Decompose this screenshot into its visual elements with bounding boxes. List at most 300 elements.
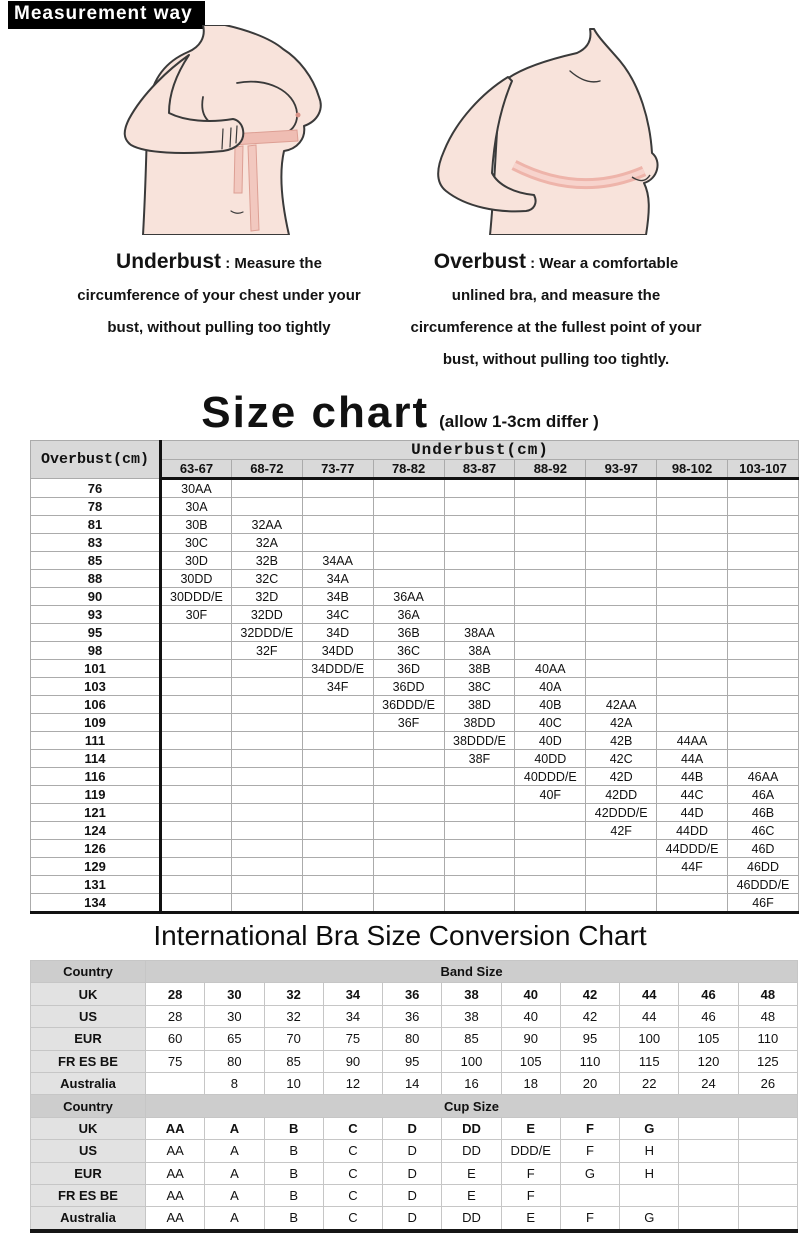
conversion-size-cell: 100 — [620, 1028, 679, 1050]
conversion-size-cell: A — [205, 1162, 264, 1184]
conversion-size-cell: 42 — [560, 983, 619, 1005]
conversion-row — [31, 983, 798, 1005]
conversion-size-cell: B — [264, 1184, 323, 1206]
conversion-size-cell: 30 — [205, 1005, 264, 1027]
underbust-line1: Measure the — [234, 255, 322, 272]
conversion-size-cell: 48 — [738, 1005, 797, 1027]
underbust-group-header: Underbust(cm) — [161, 441, 799, 460]
conversion-size-cell: B — [264, 1207, 323, 1231]
conversion-size-cell: E — [501, 1207, 560, 1231]
bra-size-cell — [728, 660, 799, 678]
bra-size-cell — [444, 552, 515, 570]
bra-size-cell: 42B — [586, 732, 657, 750]
bra-size-cell — [728, 624, 799, 642]
bra-size-cell — [231, 696, 302, 714]
conversion-chart-title: International Bra Size Conversion Chart — [153, 920, 647, 951]
bra-size-cell — [161, 732, 232, 750]
bra-size-cell — [161, 876, 232, 894]
conversion-size-cell: H — [620, 1162, 679, 1184]
conversion-size-cell: AA — [146, 1117, 205, 1139]
bra-size-cell — [728, 732, 799, 750]
conversion-size-cell: DDD/E — [501, 1140, 560, 1162]
bra-size-cell — [515, 894, 586, 913]
conversion-row — [31, 1050, 798, 1072]
underbust-range-header: 83-87 — [444, 460, 515, 479]
conversion-size-cell: 90 — [501, 1028, 560, 1050]
bra-size-cell — [373, 750, 444, 768]
bra-size-cell — [161, 804, 232, 822]
underbust-range-header: 93-97 — [586, 460, 657, 479]
conversion-size-cell: 90 — [323, 1050, 382, 1072]
bra-size-cell — [586, 858, 657, 876]
bra-size-cell: 44C — [657, 786, 728, 804]
bra-size-cell — [728, 714, 799, 732]
bra-size-cell — [728, 498, 799, 516]
overbust-value: 101 — [31, 660, 161, 678]
bra-size-cell — [586, 570, 657, 588]
bra-size-cell — [657, 876, 728, 894]
bra-size-cell — [657, 642, 728, 660]
overbust-value: 85 — [31, 552, 161, 570]
overbust-value: 88 — [31, 570, 161, 588]
bra-size-cell — [373, 498, 444, 516]
bra-size-cell: 30AA — [161, 479, 232, 498]
conversion-size-cell: 105 — [501, 1050, 560, 1072]
bra-size-cell — [586, 606, 657, 624]
conversion-size-cell: 18 — [501, 1072, 560, 1094]
conversion-size-cell: 34 — [323, 983, 382, 1005]
bra-size-cell: 38A — [444, 642, 515, 660]
bra-size-cell — [302, 768, 373, 786]
conversion-size-cell: 36 — [383, 1005, 442, 1027]
bra-size-cell — [302, 876, 373, 894]
bra-size-cell — [657, 894, 728, 913]
conversion-size-cell: 95 — [560, 1028, 619, 1050]
bra-size-cell — [161, 624, 232, 642]
overbust-value: 119 — [31, 786, 161, 804]
bra-size-cell: 46C — [728, 822, 799, 840]
country-name: Australia — [31, 1072, 146, 1094]
bra-size-cell — [161, 750, 232, 768]
bra-size-cell: 38D — [444, 696, 515, 714]
size-chart-title-text: Size chart — [201, 388, 430, 437]
bra-size-cell — [586, 678, 657, 696]
bra-size-cell — [161, 714, 232, 732]
overbust-value: 129 — [31, 858, 161, 876]
bra-size-cell — [586, 534, 657, 552]
bra-size-cell — [231, 498, 302, 516]
conversion-size-cell: D — [383, 1162, 442, 1184]
conversion-size-cell: A — [205, 1184, 264, 1206]
conversion-row — [31, 1184, 798, 1206]
bra-size-cell — [373, 822, 444, 840]
bra-size-cell — [728, 516, 799, 534]
conversion-size-cell: G — [620, 1207, 679, 1231]
bra-size-cell — [728, 678, 799, 696]
conversion-size-cell: 46 — [679, 1005, 738, 1027]
overbust-value: 131 — [31, 876, 161, 894]
overbust-value: 93 — [31, 606, 161, 624]
country-name: EUR — [31, 1162, 146, 1184]
bra-size-cell — [515, 624, 586, 642]
bra-size-cell — [515, 822, 586, 840]
bra-size-cell — [515, 876, 586, 894]
bra-size-cell: 34DDD/E — [302, 660, 373, 678]
bra-size-cell — [586, 479, 657, 498]
overbust-corner-header: Overbust(cm) — [31, 441, 161, 479]
bra-size-cell — [444, 498, 515, 516]
bra-size-cell — [657, 516, 728, 534]
conversion-size-cell: D — [383, 1140, 442, 1162]
size-chart-tolerance-note: (allow 1-3cm differ ) — [439, 412, 599, 431]
section-title-header: Band Size — [146, 961, 798, 983]
bra-size-cell — [728, 534, 799, 552]
bra-size-cell — [515, 858, 586, 876]
bra-size-cell — [657, 678, 728, 696]
underbust-line3: bust, without pulling too tightly — [107, 319, 331, 336]
bra-size-cell: 40D — [515, 732, 586, 750]
conversion-size-cell: 46 — [679, 983, 738, 1005]
size-chart-row — [31, 768, 799, 786]
conversion-size-cell — [560, 1184, 619, 1206]
overbust-value: 114 — [31, 750, 161, 768]
conversion-size-cell: G — [620, 1117, 679, 1139]
bra-size-cell: 36C — [373, 642, 444, 660]
bra-size-cell: 38DD — [444, 714, 515, 732]
conversion-size-cell: AA — [146, 1140, 205, 1162]
bra-size-cell: 46F — [728, 894, 799, 913]
conversion-size-cell: 120 — [679, 1050, 738, 1072]
bra-size-cell — [657, 534, 728, 552]
bra-size-cell: 30A — [161, 498, 232, 516]
country-header: Country — [31, 961, 146, 983]
bra-size-cell — [657, 479, 728, 498]
conversion-row — [31, 1140, 798, 1162]
bra-size-cell — [373, 840, 444, 858]
bra-size-cell — [657, 606, 728, 624]
overbust-value: 81 — [31, 516, 161, 534]
conversion-size-cell: 95 — [383, 1050, 442, 1072]
bra-size-cell — [373, 894, 444, 913]
bra-size-cell — [231, 822, 302, 840]
conversion-size-cell: 75 — [323, 1028, 382, 1050]
conversion-size-cell — [738, 1184, 797, 1206]
conversion-size-cell — [679, 1140, 738, 1162]
conversion-size-cell: 28 — [146, 983, 205, 1005]
bra-size-cell: 34B — [302, 588, 373, 606]
size-chart-row — [31, 498, 799, 516]
conversion-size-cell: 44 — [620, 983, 679, 1005]
bra-size-cell — [444, 858, 515, 876]
conversion-size-cell: H — [620, 1140, 679, 1162]
conversion-row — [31, 1028, 798, 1050]
bra-size-cell: 30DD — [161, 570, 232, 588]
bra-size-cell: 38C — [444, 678, 515, 696]
bra-size-cell — [161, 660, 232, 678]
bra-size-cell: 40B — [515, 696, 586, 714]
size-chart-row — [31, 552, 799, 570]
overbust-value: 83 — [31, 534, 161, 552]
overbust-instruction: Overbust : Wear a comfortable unlined bra, and measure the circumference at the fullest point of your bust, without pulling too tightly. — [398, 252, 714, 382]
conversion-chart-table — [30, 960, 798, 1233]
bra-size-cell: 34AA — [302, 552, 373, 570]
underbust-measurement-figure — [85, 25, 335, 235]
bra-size-cell — [586, 894, 657, 913]
bra-size-cell: 34A — [302, 570, 373, 588]
conversion-size-cell: 85 — [442, 1028, 501, 1050]
underbust-instruction: Underbust : Measure the circumference of your chest under your bust, without pulling too tightly — [58, 252, 380, 350]
conversion-size-cell: 48 — [738, 983, 797, 1005]
overbust-line1: Wear a comfortable — [539, 255, 679, 272]
bra-size-cell: 32AA — [231, 516, 302, 534]
bra-size-cell — [231, 714, 302, 732]
overbust-value: 134 — [31, 894, 161, 913]
conversion-size-cell: 26 — [738, 1072, 797, 1094]
bra-size-cell: 40DDD/E — [515, 768, 586, 786]
bra-size-cell: 40AA — [515, 660, 586, 678]
bra-size-cell — [586, 840, 657, 858]
underbust-range-header: 78-82 — [373, 460, 444, 479]
overbust-value: 116 — [31, 768, 161, 786]
bra-size-cell — [444, 768, 515, 786]
conversion-size-cell: 80 — [205, 1050, 264, 1072]
bra-size-cell — [231, 858, 302, 876]
bra-size-cell — [444, 894, 515, 913]
bra-size-cell — [657, 588, 728, 606]
size-chart-row — [31, 876, 799, 894]
conversion-size-cell: 105 — [679, 1028, 738, 1050]
bra-size-cell: 42D — [586, 768, 657, 786]
bra-size-cell — [586, 498, 657, 516]
bra-size-cell: 40A — [515, 678, 586, 696]
size-chart-row — [31, 894, 799, 913]
conversion-size-cell — [738, 1140, 797, 1162]
size-chart-row — [31, 588, 799, 606]
overbust-value: 111 — [31, 732, 161, 750]
bra-size-cell: 40F — [515, 786, 586, 804]
bra-size-cell: 46B — [728, 804, 799, 822]
conversion-size-cell: F — [501, 1184, 560, 1206]
bra-size-cell — [444, 534, 515, 552]
conversion-size-cell: 100 — [442, 1050, 501, 1072]
bra-size-cell — [444, 588, 515, 606]
conversion-size-cell: 20 — [560, 1072, 619, 1094]
bra-size-cell — [161, 768, 232, 786]
conversion-size-cell: 34 — [323, 1005, 382, 1027]
bra-size-cell — [586, 642, 657, 660]
conversion-size-cell — [146, 1072, 205, 1094]
size-chart-row — [31, 534, 799, 552]
size-chart-row — [31, 606, 799, 624]
size-chart-row — [31, 570, 799, 588]
bra-size-cell — [586, 660, 657, 678]
bra-size-cell — [657, 660, 728, 678]
conversion-size-cell: A — [205, 1207, 264, 1231]
country-name: FR ES BE — [31, 1184, 146, 1206]
underbust-range-header: 73-77 — [302, 460, 373, 479]
conversion-size-cell: 60 — [146, 1028, 205, 1050]
bra-size-cell: 46D — [728, 840, 799, 858]
bra-size-cell — [444, 786, 515, 804]
bra-size-cell: 32DDD/E — [231, 624, 302, 642]
conversion-size-cell: AA — [146, 1162, 205, 1184]
bra-size-cell: 46DD — [728, 858, 799, 876]
conversion-size-cell: F — [560, 1207, 619, 1231]
bra-size-cell — [373, 858, 444, 876]
bra-size-cell: 42C — [586, 750, 657, 768]
conversion-size-cell: F — [501, 1162, 560, 1184]
bra-size-cell: 42AA — [586, 696, 657, 714]
bra-size-cell — [586, 552, 657, 570]
size-chart-row — [31, 696, 799, 714]
bra-size-cell — [444, 606, 515, 624]
underbust-range-header: 68-72 — [231, 460, 302, 479]
bra-size-cell — [515, 479, 586, 498]
conversion-size-cell: 65 — [205, 1028, 264, 1050]
bra-size-cell — [302, 714, 373, 732]
size-chart-row — [31, 714, 799, 732]
bra-size-cell — [161, 786, 232, 804]
conversion-size-cell: 110 — [738, 1028, 797, 1050]
bra-size-cell — [657, 552, 728, 570]
bra-size-cell: 36AA — [373, 588, 444, 606]
bra-size-cell — [586, 876, 657, 894]
bra-size-cell — [515, 498, 586, 516]
size-chart-row — [31, 804, 799, 822]
bra-size-cell: 44AA — [657, 732, 728, 750]
conversion-size-cell: 24 — [679, 1072, 738, 1094]
conversion-size-cell: 80 — [383, 1028, 442, 1050]
conversion-size-cell — [679, 1207, 738, 1231]
size-chart-row — [31, 624, 799, 642]
bra-size-cell — [515, 552, 586, 570]
conversion-size-cell: DD — [442, 1117, 501, 1139]
nipple-dot — [296, 113, 301, 118]
bra-size-cell — [373, 552, 444, 570]
size-chart-title — [0, 388, 800, 438]
underbust-range-header: 63-67 — [161, 460, 232, 479]
conversion-size-cell: B — [264, 1162, 323, 1184]
underbust-range-header: 98-102 — [657, 460, 728, 479]
underbust-range-header: 88-92 — [515, 460, 586, 479]
conversion-size-cell: 70 — [264, 1028, 323, 1050]
bra-size-cell — [302, 696, 373, 714]
bra-size-cell — [657, 696, 728, 714]
conversion-size-cell: F — [560, 1117, 619, 1139]
bra-size-cell: 30DDD/E — [161, 588, 232, 606]
bra-size-cell — [444, 570, 515, 588]
country-name: FR ES BE — [31, 1050, 146, 1072]
bra-size-cell: 42F — [586, 822, 657, 840]
bra-size-cell: 32C — [231, 570, 302, 588]
conversion-size-cell — [679, 1184, 738, 1206]
bra-size-cell — [657, 624, 728, 642]
bra-size-cell — [231, 660, 302, 678]
overbust-value: 121 — [31, 804, 161, 822]
conversion-size-cell: 22 — [620, 1072, 679, 1094]
bra-size-cell — [728, 588, 799, 606]
size-chart-row — [31, 516, 799, 534]
overbust-measurement-figure — [420, 25, 670, 235]
conversion-size-cell: DD — [442, 1207, 501, 1231]
conversion-size-cell: 40 — [501, 1005, 560, 1027]
conversion-size-cell — [738, 1162, 797, 1184]
size-chart-row — [31, 840, 799, 858]
overbust-value: 124 — [31, 822, 161, 840]
bra-size-cell: 38B — [444, 660, 515, 678]
bra-size-cell: 44B — [657, 768, 728, 786]
bra-size-cell — [231, 768, 302, 786]
conversion-size-cell: 32 — [264, 983, 323, 1005]
bra-size-cell — [515, 516, 586, 534]
conversion-size-cell: 28 — [146, 1005, 205, 1027]
country-name: UK — [31, 1117, 146, 1139]
bra-size-cell — [728, 606, 799, 624]
overbust-term: Overbust — [433, 250, 526, 273]
bra-size-cell: 38DDD/E — [444, 732, 515, 750]
bra-size-cell — [302, 732, 373, 750]
conversion-size-cell — [679, 1117, 738, 1139]
bra-size-cell — [231, 732, 302, 750]
conversion-size-cell: 75 — [146, 1050, 205, 1072]
bra-size-cell: 34DD — [302, 642, 373, 660]
bra-size-cell — [302, 786, 373, 804]
conversion-size-cell: AA — [146, 1207, 205, 1231]
bra-size-cell — [231, 894, 302, 913]
conversion-size-cell: AA — [146, 1184, 205, 1206]
conversion-size-cell — [620, 1184, 679, 1206]
bra-size-cell — [161, 858, 232, 876]
bra-size-cell: 34D — [302, 624, 373, 642]
size-chart-row — [31, 642, 799, 660]
bra-size-cell — [373, 534, 444, 552]
overbust-value: 90 — [31, 588, 161, 606]
bra-size-cell: 46AA — [728, 768, 799, 786]
bra-size-cell — [444, 804, 515, 822]
country-name: US — [31, 1140, 146, 1162]
conversion-size-cell — [738, 1207, 797, 1231]
conversion-row — [31, 1117, 798, 1139]
bra-size-cell — [373, 786, 444, 804]
conversion-size-cell: B — [264, 1140, 323, 1162]
bra-size-cell — [657, 714, 728, 732]
overbust-value: 95 — [31, 624, 161, 642]
size-chart-row — [31, 479, 799, 498]
conversion-size-cell: 36 — [383, 983, 442, 1005]
bra-size-cell — [728, 570, 799, 588]
bra-size-cell — [161, 642, 232, 660]
bra-size-cell: 42DDD/E — [586, 804, 657, 822]
conversion-size-cell — [679, 1162, 738, 1184]
bra-size-cell — [161, 696, 232, 714]
country-name: EUR — [31, 1028, 146, 1050]
bra-size-cell — [231, 840, 302, 858]
bra-size-cell — [728, 642, 799, 660]
bra-size-cell — [728, 479, 799, 498]
bra-size-cell — [302, 516, 373, 534]
conversion-size-cell: 14 — [383, 1072, 442, 1094]
bra-size-cell: 42DD — [586, 786, 657, 804]
country-name: UK — [31, 983, 146, 1005]
bra-size-cell — [586, 624, 657, 642]
size-chart-row — [31, 786, 799, 804]
size-chart-table — [30, 440, 799, 914]
conversion-size-cell: D — [383, 1184, 442, 1206]
conversion-size-cell: F — [560, 1140, 619, 1162]
conversion-size-cell: 38 — [442, 983, 501, 1005]
conversion-size-cell: D — [383, 1207, 442, 1231]
bra-size-cell — [302, 750, 373, 768]
